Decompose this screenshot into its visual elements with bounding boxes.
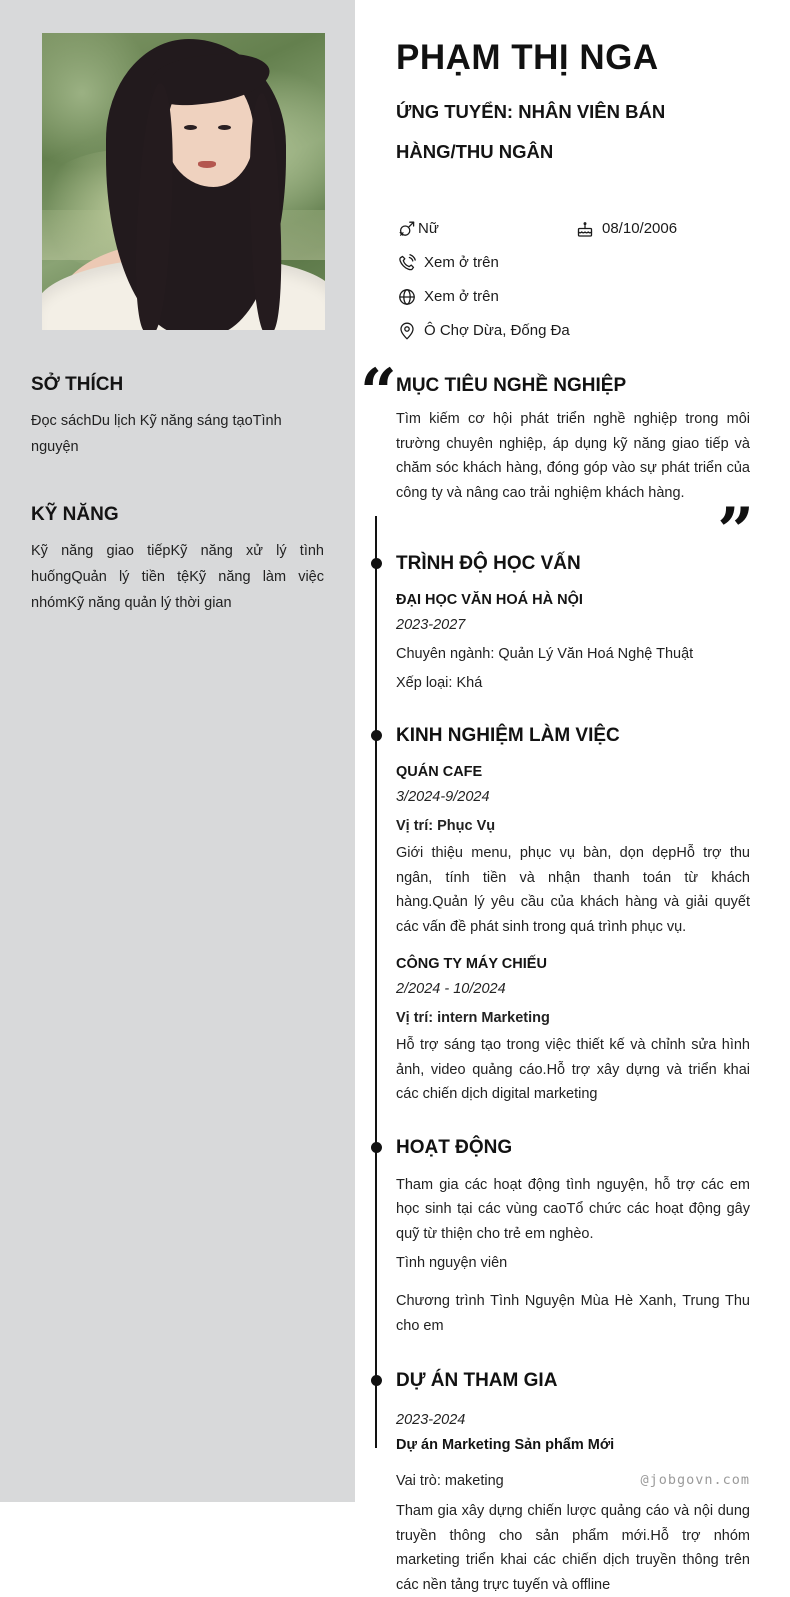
gender-value: Nữ — [418, 220, 439, 237]
portrait-lips — [198, 161, 216, 168]
experience-section — [396, 725, 750, 1107]
education-school: ĐẠI HỌC VĂN HOÁ HÀ NỘI — [396, 592, 583, 608]
project-period: 2023-2024 — [396, 1412, 466, 1428]
objective-title: MỤC TIÊU NGHỀ NGHIỆP — [396, 375, 627, 396]
activities-section — [396, 1137, 750, 1339]
job-entry — [396, 956, 750, 1107]
phone-icon — [396, 252, 417, 273]
website-value: Xem ở trên — [424, 288, 499, 305]
experience-title: KINH NGHIỆM LÀM VIỆC — [396, 725, 620, 746]
project-name: Dự án Marketing Sản phẩm Mới — [396, 1437, 615, 1453]
watermark: @jobgovn.com — [640, 1472, 750, 1488]
hobbies-section — [31, 374, 324, 460]
project-description: Tham gia xây dựng chiến lược quảng cáo và nội dung truyền thông cho sản phẩm mới.Hỗ trợ nhóm marketing triển khai các chiến dịch truyền thông trên các nền tảng trực tuyến và offline — [396, 1503, 750, 1593]
education-section — [396, 553, 750, 695]
profile-photo — [42, 33, 325, 330]
address-value: Ô Chợ Dừa, Đống Đa — [424, 322, 570, 339]
contact-gender — [396, 218, 574, 239]
job-company: QUÁN CAFE — [396, 764, 483, 780]
portrait-eye — [218, 125, 231, 130]
birthday-cake-icon — [574, 218, 595, 239]
objective-text: Tìm kiếm cơ hội phát triển nghề nghiệp trong môi trường chuyên nghiệp, áp dụng kỹ năng giao tiếp và chăm sóc khách hàng, đóng góp vào sự phát triển của công ty và nâng cao trải nghiệm khách hàng. — [396, 411, 750, 501]
job-period: 2/2024 - 10/2024 — [396, 981, 506, 997]
quote-close-icon: ” — [717, 494, 750, 569]
candidate-name: PHẠM THỊ NGA — [396, 38, 659, 77]
main-column — [355, 0, 790, 1593]
portrait-eye — [184, 125, 197, 130]
job-role: Vị trí: Phục Vụ — [396, 818, 496, 834]
activities-program: Chương trình Tình Nguyện Mùa Hè Xanh, Trung Thu cho em — [396, 1293, 750, 1334]
skills-section — [31, 504, 324, 616]
skills-text: Kỹ năng giao tiếpKỹ năng xử lý tình huốngQuản lý tiền tệKỹ năng làm việc nhómKỹ năng quản lý thời gian — [31, 543, 324, 611]
activities-title: HOẠT ĐỘNG — [396, 1136, 513, 1158]
skills-title: KỸ NĂNG — [31, 504, 119, 525]
globe-icon — [396, 286, 417, 307]
activities-description: Tham gia các hoạt động tình nguyện, hỗ trợ các em học sinh tại các vùng caoTổ chức các hoạt động gây quỹ từ thiện cho trẻ em nghèo. — [396, 1176, 750, 1242]
project-role: Vai trò: maketing — [396, 1473, 504, 1489]
job-description: Giới thiệu menu, phục vụ bàn, dọn dẹpHỗ trợ thu ngân, tính tiền và nhận thanh toán từ khách hàng.Quản lý yêu cầu của khách hàng và giải quyết các vấn đề phát sinh trong quá trình phục vụ. — [396, 845, 750, 935]
job-period: 3/2024-9/2024 — [396, 789, 490, 805]
job-description: Hỗ trợ sáng tạo trong việc thiết kế và chỉnh sửa hình ảnh, video quảng cáo.Hỗ trợ xây dựng và triển khai các chiến dịch digital marketing — [396, 1037, 750, 1102]
hobbies-title: SỞ THÍCH — [31, 374, 124, 395]
job-role: Vị trí: intern Marketing — [396, 1010, 550, 1026]
contact-phone — [396, 252, 574, 273]
contact-birthday — [574, 218, 750, 239]
contact-website — [396, 286, 750, 307]
contact-address — [396, 320, 750, 341]
location-pin-icon — [396, 320, 417, 341]
contact-info — [396, 218, 750, 341]
job-company: CÔNG TY MÁY CHIẾU — [396, 956, 547, 972]
sidebar — [0, 0, 355, 1502]
hobbies-text: Đọc sáchDu lịch Kỹ năng sáng tạoTình nguyện — [31, 413, 282, 455]
education-major: Chuyên ngành: Quản Lý Văn Hoá Nghệ Thuật — [396, 646, 694, 662]
activities-role: Tình nguyện viên — [396, 1255, 508, 1271]
education-period: 2023-2027 — [396, 617, 466, 633]
birthday-value: 08/10/2006 — [602, 220, 678, 237]
education-grade: Xếp loại: Khá — [396, 675, 483, 691]
job-entry — [396, 764, 750, 939]
education-title: TRÌNH ĐỘ HỌC VẤN — [396, 553, 581, 574]
gender-icon — [396, 218, 417, 239]
projects-title: DỰ ÁN THAM GIA — [396, 1370, 558, 1391]
applying-position: ỨNG TUYỂN: NHÂN VIÊN BÁN HÀNG/THU NGÂN — [396, 101, 666, 162]
quote-open-icon: “ — [360, 355, 393, 430]
phone-value: Xem ở trên — [424, 254, 499, 271]
timeline-line — [375, 516, 377, 1448]
